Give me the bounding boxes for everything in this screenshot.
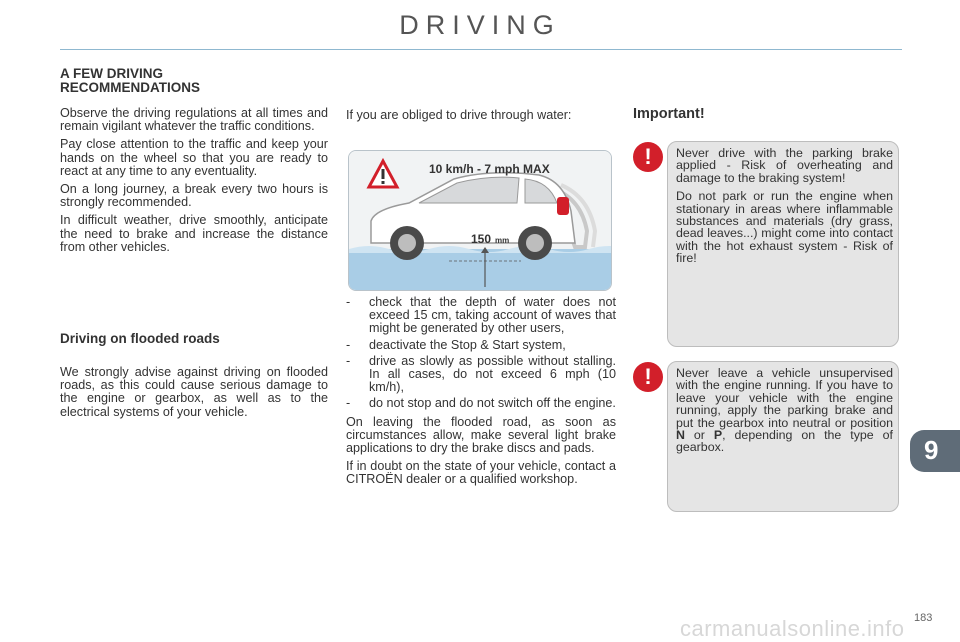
watermark: carmanualsonline.info: [680, 616, 905, 641]
paragraph: We strongly advise against driving on flooded roads, as this could cause serious damage to the engine or gearbox, as well as to the electrical systems of your vehicle.: [60, 365, 328, 419]
flood-illustration: [348, 150, 612, 291]
warning-box-unsupervised: [667, 361, 899, 512]
water-intro: If you are obliged to drive through water:: [346, 108, 572, 122]
paragraph: If in doubt on the state of your vehicle, contact a CITROËN dealer or a qualified workshop.: [346, 459, 616, 487]
page-title: DRIVING: [399, 10, 561, 40]
header-divider: [60, 49, 902, 50]
car-in-water-illustration: [349, 151, 611, 290]
instruction-list: [346, 296, 616, 411]
depth-value: 150: [471, 232, 492, 246]
paragraph: Pay close attention to the traffic and keep your hands on the wheel so that you are ready to react at any time to any eventuality.: [60, 137, 328, 178]
recommendations-text: [60, 107, 328, 259]
important-heading: Important!: [633, 106, 705, 122]
list-item: - drive as slowly as possible without stalling. In all cases, do not exceed 6 mph (10 km/h),: [346, 353, 616, 395]
warning-box-parking-brake: [667, 141, 899, 347]
speed-limit-label: 10 km/h - 7 mph MAX: [429, 162, 550, 176]
list-item: - check that the depth of water does not exceed 15 cm, taking account of waves that might be generated by other users,: [346, 295, 616, 336]
warning-text: Never leave a vehicle unsupervised with the engine running. If you have to leave your vehicle with the engine running, apply the parking brake and put the gearbox into neutral or position N or P, depending on the type of gearbox.: [676, 366, 893, 455]
flooded-roads-heading: Driving on flooded roads: [60, 331, 220, 346]
water-instructions: [346, 296, 616, 492]
warning-icon: !: [633, 362, 663, 392]
paragraph: On leaving the flooded road, as soon as circumstances allow, make several light brake applications to dry the brake discs and pads.: [346, 414, 616, 456]
depth-unit: mm: [495, 236, 510, 245]
page-number: 183: [914, 612, 933, 624]
warning-icon: !: [633, 142, 663, 172]
list-item: - do not stop and do not switch off the engine.: [346, 396, 616, 411]
warning-text: Never drive with the parking brake applied - Risk of overheating and damage to the braking system!: [676, 146, 893, 185]
chapter-tab: 9: [910, 430, 960, 472]
paragraph: Observe the driving regulations at all times and remain vigilant whatever the traffic conditions.: [60, 106, 328, 134]
paragraph: In difficult weather, drive smoothly, anticipate the need to brake and increase the distance from other vehicles.: [60, 213, 328, 254]
list-item: - deactivate the Stop & Start system,: [346, 337, 566, 352]
warning-text: Do not park or run the engine when stationary in areas where inflammable substances and materials (dry grass, dead leaves...) might come into contact with the hot exhaust system - Risk of fire!: [676, 189, 893, 266]
paragraph: On a long journey, a break every two hours is strongly recommended.: [60, 182, 328, 210]
section-title: A FEW DRIVING RECOMMENDATIONS: [60, 66, 200, 95]
flooded-roads-text: [60, 366, 328, 424]
